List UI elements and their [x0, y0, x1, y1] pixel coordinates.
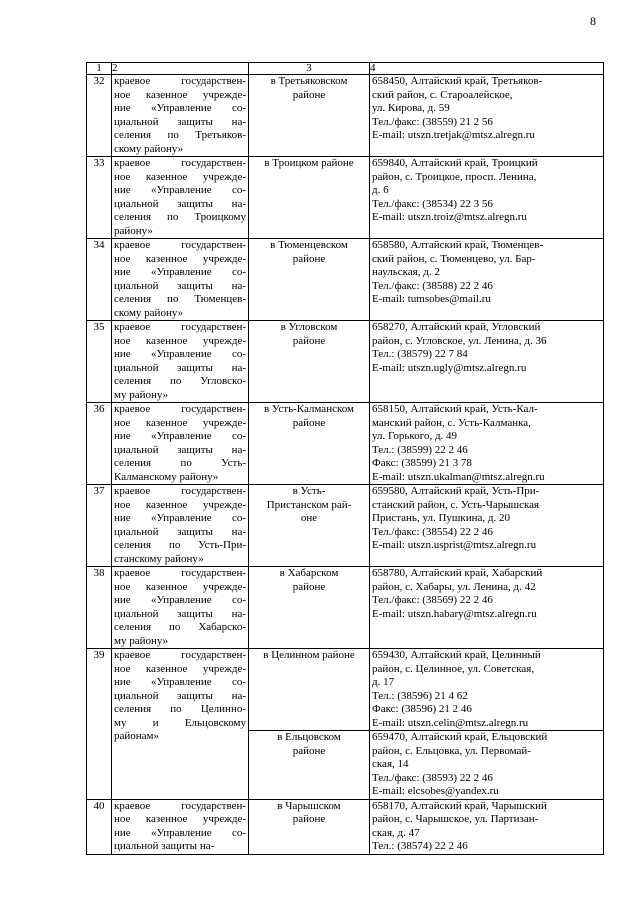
- table-row: [87, 799, 604, 854]
- text-line: циальной защиты на-: [114, 361, 246, 374]
- column-header: 1: [87, 63, 112, 75]
- text-line: Тел.: (38596) 21 4 62: [372, 689, 468, 702]
- text-line: район, с. Чарышское, ул. Партизан-: [372, 813, 539, 825]
- text-line: районе: [292, 580, 326, 593]
- text-line: E-mail: utszn.ugly@mtsz.alregn.ru: [372, 361, 527, 374]
- contact-cell: [370, 75, 604, 157]
- district-cell: [249, 75, 370, 157]
- text-line: 658780, Алтайский край, Хабарский: [372, 567, 543, 579]
- row-number: 40: [87, 799, 112, 854]
- text-line: в Тюменцевском: [270, 239, 348, 251]
- text-line: Тел./факс: (38569) 22 2 46: [372, 594, 493, 606]
- text-line: станский район, с. Усть-Чарышская: [372, 498, 540, 511]
- text-line: циальной защиты на-: [114, 115, 246, 128]
- text-line: Тел./факс: (38534) 22 3 56: [372, 197, 493, 210]
- institutions-table: [86, 62, 604, 855]
- contact-cell: [370, 239, 604, 321]
- text-line: в Троицком районе: [264, 157, 354, 169]
- text-line: ул. Горького, д. 49: [372, 430, 458, 442]
- text-line: ное казенное учрежде-: [114, 813, 246, 825]
- text-line: E-mail: tumsobes@mail.ru: [372, 293, 491, 305]
- district-cell: [249, 731, 370, 800]
- text-line: ное казенное учрежде-: [114, 252, 246, 265]
- text-line: ние «Управление со-: [114, 184, 246, 196]
- contact-cell: [370, 649, 604, 731]
- text-line: Тел.: (38579) 22 7 84: [372, 348, 468, 360]
- contact-cell: [370, 731, 604, 800]
- text-line: Тел./факс: (38559) 21 2 56: [372, 115, 493, 128]
- text-line: в Угловском: [280, 321, 338, 333]
- table-row: [87, 157, 604, 239]
- text-line: 659430, Алтайский край, Целинный: [372, 649, 541, 661]
- text-line: E-mail: utszn.usprist@mtsz.alregn.ru: [372, 539, 537, 551]
- text-line: район, с. Троицкое, просп. Ленина,: [372, 170, 537, 183]
- text-line: Факс: (38599) 21 3 78: [372, 457, 472, 469]
- text-line: 658450, Алтайский край, Третьяков-: [372, 75, 543, 87]
- text-line: ние «Управление со-: [114, 266, 246, 278]
- text-line: E-mail: utszn.tretjak@mtsz.alregn.ru: [372, 129, 535, 141]
- text-line: Пристань, ул. Пушкина, д. 20: [372, 512, 510, 524]
- row-number: 35: [87, 321, 112, 403]
- text-line: 659470, Алтайский край, Ельцовский: [372, 731, 548, 743]
- text-line: селения по Угловско-: [114, 375, 246, 387]
- text-line: Калманскому району»: [114, 470, 219, 483]
- district-cell: [249, 157, 370, 239]
- table-row: [87, 403, 604, 485]
- text-line: ное казенное учрежде-: [114, 88, 246, 101]
- text-line: ное казенное учрежде-: [114, 334, 246, 347]
- text-line: ский район, с. Тюменцево, ул. Бар-: [372, 252, 536, 265]
- contact-cell: [370, 567, 604, 649]
- text-line: ние «Управление со-: [114, 826, 246, 839]
- text-line: краевое государствен-: [114, 157, 246, 169]
- text-line: краевое государствен-: [114, 403, 246, 415]
- text-line: 658170, Алтайский край, Чарышский: [372, 799, 547, 812]
- text-line: район, с. Ельцовка, ул. Первомай-: [372, 744, 531, 757]
- text-line: ние «Управление со-: [114, 430, 246, 442]
- text-line: Тел./факс: (38593) 22 2 46: [372, 771, 493, 784]
- contact-cell: [370, 403, 604, 485]
- text-line: Пристанском рай-: [266, 498, 352, 511]
- text-line: му району»: [114, 634, 169, 647]
- district-cell: [249, 485, 370, 567]
- table-body: [87, 75, 604, 855]
- text-line: селения по Усть-При-: [114, 539, 246, 551]
- institution-name-cell: [112, 403, 249, 485]
- text-line: районе: [292, 416, 326, 429]
- text-line: д. 6: [372, 184, 389, 196]
- text-line: оне: [300, 512, 318, 524]
- text-line: Тел./факс: (38588) 22 2 46: [372, 279, 493, 292]
- table-row: [87, 485, 604, 567]
- text-line: селения по Третьяков-: [114, 129, 246, 141]
- table-row: [87, 239, 604, 321]
- text-line: циальной защиты на-: [114, 525, 246, 538]
- text-line: циальной защиты на-: [114, 443, 246, 456]
- text-line: краевое государствен-: [114, 239, 246, 251]
- institution-name-cell: [112, 239, 249, 321]
- text-line: районе: [292, 744, 326, 757]
- text-line: му и Ельцовскому: [114, 716, 246, 729]
- text-line: краевое государствен-: [114, 567, 246, 579]
- text-line: ние «Управление со-: [114, 594, 246, 606]
- table-row: [87, 649, 604, 731]
- text-line: ул. Кирова, д. 59: [372, 102, 450, 114]
- table-row: [87, 75, 604, 157]
- text-line: район, с. Хабары, ул. Ленина, д. 42: [372, 580, 536, 593]
- text-line: селения по Хабарско-: [114, 621, 246, 633]
- text-line: Факс: (38596) 21 2 46: [372, 703, 472, 715]
- district-cell: [249, 799, 370, 854]
- text-line: краевое государствен-: [114, 649, 246, 661]
- text-line: E-mail: utszn.celin@mtsz.alregn.ru: [372, 716, 529, 729]
- text-line: в Третьяковском: [270, 75, 348, 87]
- text-line: ное казенное учрежде-: [114, 662, 246, 675]
- text-line: район, с. Целинное, ул. Советская,: [372, 662, 535, 675]
- text-line: в Усть-Калманском: [263, 403, 354, 415]
- row-number: 33: [87, 157, 112, 239]
- text-line: селения по Усть-: [114, 457, 246, 469]
- table-row: [87, 321, 604, 403]
- text-line: в Чарышском: [277, 799, 341, 812]
- contact-cell: [370, 321, 604, 403]
- text-line: циальной защиты на-: [114, 279, 246, 292]
- text-line: 659840, Алтайский край, Троицкий: [372, 157, 538, 169]
- page-number: 8: [590, 14, 596, 28]
- text-line: ное казенное учрежде-: [114, 170, 246, 183]
- district-cell: [249, 239, 370, 321]
- text-line: ская, д. 47: [372, 826, 420, 839]
- text-line: районе: [292, 88, 326, 101]
- institution-name-cell: [112, 567, 249, 649]
- district-cell: [249, 321, 370, 403]
- district-cell: [249, 567, 370, 649]
- column-header: 4: [370, 63, 604, 75]
- text-line: в Ельцовском: [277, 731, 341, 743]
- institution-name-cell: [112, 157, 249, 239]
- text-line: циальной защиты на-: [114, 607, 246, 620]
- text-line: селения по Троицкому: [114, 211, 246, 223]
- row-number: 32: [87, 75, 112, 157]
- text-line: станскому району»: [114, 552, 204, 565]
- text-line: ное казенное учрежде-: [114, 498, 246, 511]
- text-line: Тел.: (38574) 22 2 46: [372, 840, 468, 852]
- text-line: району»: [114, 224, 153, 237]
- text-line: E-mail: utszn.troiz@mtsz.alregn.ru: [372, 211, 527, 223]
- institution-name-cell: [112, 485, 249, 567]
- contact-cell: [370, 485, 604, 567]
- text-line: селения по Тюменцев-: [114, 293, 246, 305]
- text-line: ская, 14: [372, 758, 409, 770]
- contact-cell: [370, 799, 604, 854]
- text-line: ский район, с. Староалейское,: [372, 88, 513, 101]
- text-line: краевое государствен-: [114, 485, 246, 497]
- text-line: манский район, с. Усть-Калманка,: [372, 416, 531, 429]
- text-line: д. 17: [372, 676, 395, 688]
- text-line: циальной защиты на-: [114, 197, 246, 210]
- text-line: циальной защиты на-: [114, 689, 246, 702]
- text-line: ние «Управление со-: [114, 348, 246, 360]
- text-line: районе: [292, 334, 326, 347]
- contact-cell: [370, 157, 604, 239]
- text-line: ное казенное учрежде-: [114, 416, 246, 429]
- district-cell: [249, 403, 370, 485]
- text-line: в Целинном районе: [263, 649, 355, 661]
- row-number: 37: [87, 485, 112, 567]
- text-line: в Хабарском: [279, 567, 339, 579]
- row-number: 38: [87, 567, 112, 649]
- text-line: циальной защиты на-: [114, 840, 215, 852]
- table-row: [87, 567, 604, 649]
- column-header: 3: [249, 63, 370, 75]
- text-line: му району»: [114, 388, 169, 401]
- table-header-row: [87, 63, 604, 75]
- institution-name-cell: [112, 649, 249, 800]
- institution-name-cell: [112, 799, 249, 854]
- text-line: E-mail: elcsobes@yandex.ru: [372, 785, 499, 797]
- text-line: 658580, Алтайский край, Тюменцев-: [372, 239, 544, 251]
- text-line: ние «Управление со-: [114, 512, 246, 524]
- text-line: районам»: [114, 730, 159, 742]
- text-line: ние «Управление со-: [114, 676, 246, 688]
- text-line: ное казенное учрежде-: [114, 580, 246, 593]
- column-header: 2: [112, 63, 249, 75]
- institution-name-cell: [112, 321, 249, 403]
- text-line: скому району»: [114, 306, 184, 319]
- text-line: Тел./факс: (38554) 22 2 46: [372, 525, 493, 538]
- text-line: 658270, Алтайский край, Угловский: [372, 321, 541, 333]
- text-line: 658150, Алтайский край, Усть-Кал-: [372, 403, 538, 415]
- text-line: 659580, Алтайский край, Усть-При-: [372, 485, 540, 497]
- text-line: район, с. Угловское, ул. Ленина, д. 36: [372, 334, 547, 347]
- text-line: районе: [292, 813, 326, 825]
- text-line: краевое государствен-: [114, 321, 246, 333]
- text-line: в Усть-: [292, 485, 326, 497]
- row-number: 34: [87, 239, 112, 321]
- text-line: районе: [292, 252, 326, 265]
- district-cell: [249, 649, 370, 731]
- row-number: 36: [87, 403, 112, 485]
- text-line: Тел.: (38599) 22 2 46: [372, 443, 468, 456]
- text-line: краевое государствен-: [114, 75, 246, 87]
- row-number: 39: [87, 649, 112, 800]
- text-line: краевое государствен-: [114, 799, 246, 812]
- text-line: скому району»: [114, 142, 184, 155]
- institution-name-cell: [112, 75, 249, 157]
- text-line: селения по Целинно-: [114, 703, 246, 715]
- text-line: E-mail: utszn.ukalman@mtsz.alregn.ru: [372, 470, 545, 483]
- text-line: E-mail: utszn.habary@mtsz.alregn.ru: [372, 607, 537, 620]
- text-line: ние «Управление со-: [114, 102, 246, 114]
- text-line: наульская, д. 2: [372, 266, 440, 278]
